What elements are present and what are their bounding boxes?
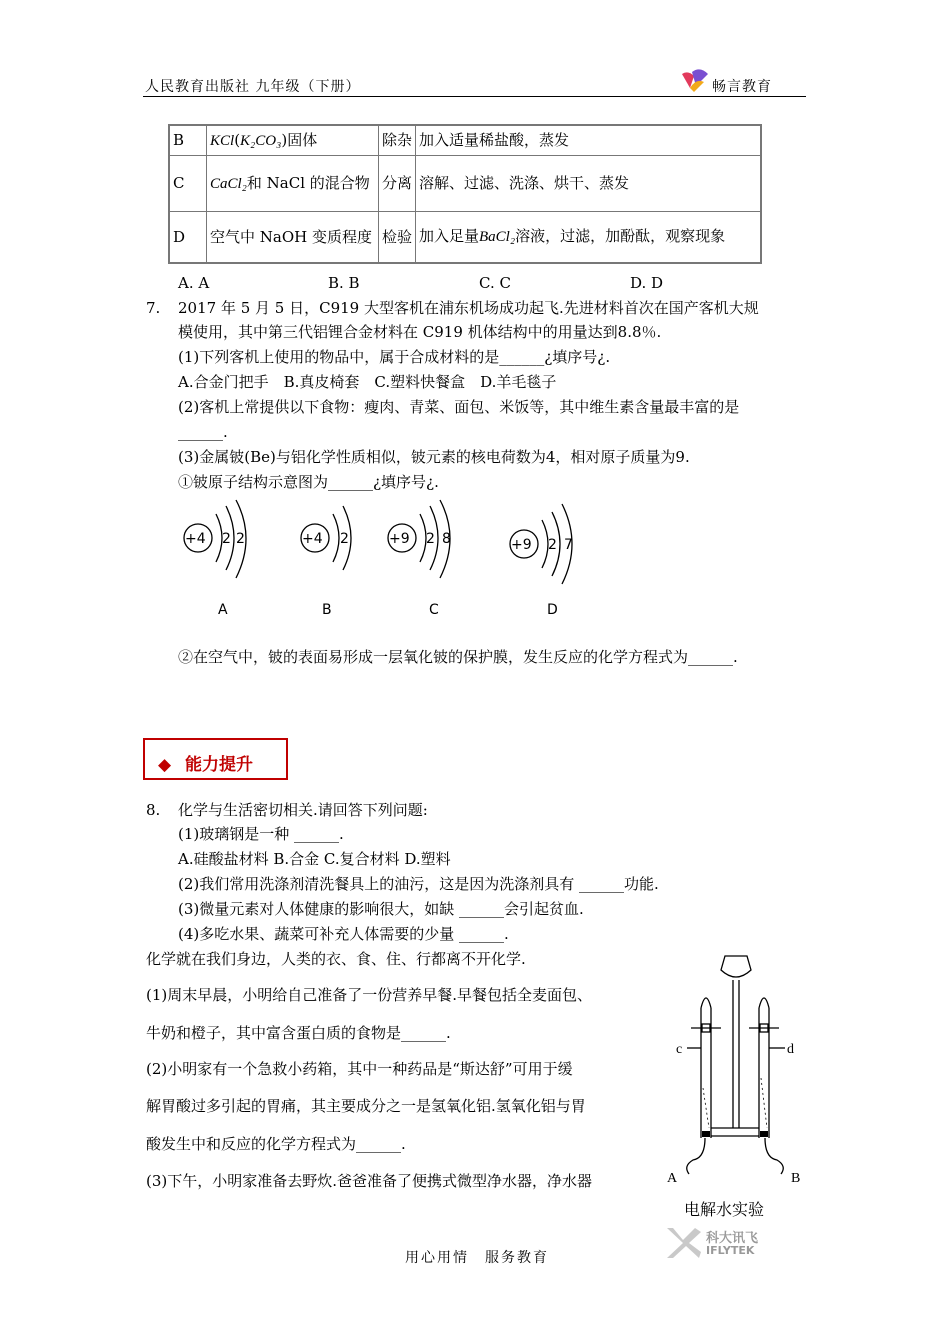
shell-count: 8 bbox=[442, 531, 451, 547]
q8-part4: (4)多吃水果、蔬菜可补充人体需要的少量 ______. bbox=[178, 925, 509, 943]
q8-part3: (3)微量元素对人体健康的影响很大，如缺 ______会引起贫血. bbox=[178, 900, 584, 918]
row-letter: C bbox=[169, 155, 207, 211]
object-paren: K₂CO₃ bbox=[240, 132, 282, 149]
header-publisher: 人民教育出版社 九年级（下册） bbox=[145, 79, 361, 95]
atom-diagrams bbox=[170, 496, 590, 626]
label-d: d bbox=[787, 1042, 794, 1057]
electrolysis-apparatus bbox=[665, 948, 815, 1188]
choice-a: A. A bbox=[178, 274, 210, 292]
q7-stem-line1: 2017 年 5 月 5 日，C919 大型客机在浦东机场成功起飞.先进材料首次在国产客机大规 bbox=[178, 299, 759, 317]
nucleus-label: +9 bbox=[511, 537, 532, 553]
object-suffix: 和 NaCl 的混合物 bbox=[246, 173, 370, 192]
q7-stem-line2: 模使用，其中第三代铝锂合金材料在 C919 机体结构中的用量达到8.8％. bbox=[178, 323, 662, 341]
shell-count: 2 bbox=[236, 531, 245, 547]
q8-stem: 化学与生活密切相关.请回答下列问题: bbox=[178, 801, 428, 819]
funnel-bulb bbox=[721, 956, 751, 977]
object-chem: CaCl₂ bbox=[210, 175, 247, 192]
object-suffix: 固体 bbox=[287, 130, 318, 149]
nucleus-label: +4 bbox=[185, 531, 206, 547]
shell-count: 2 bbox=[426, 531, 435, 547]
diamond-icon: ◆ bbox=[158, 755, 172, 775]
q9-line2: 牛奶和橙子，其中富含蛋白质的食物是______. bbox=[146, 1024, 451, 1042]
q9-line5: 酸发生中和反应的化学方程式为______. bbox=[146, 1135, 406, 1153]
nucleus-label: +4 bbox=[302, 531, 323, 547]
brand-logo-icon bbox=[680, 68, 710, 98]
label-c: c bbox=[676, 1042, 683, 1057]
method-cell: 溶解、过滤、洗涤、烘干、蒸发 bbox=[416, 155, 762, 211]
iflytek-watermark bbox=[663, 1226, 703, 1264]
purpose-cell: 检验 bbox=[379, 211, 416, 263]
q7-part3-sub2: ②在空气中，铍的表面易形成一层氧化铍的保护膜，发生反应的化学方程式为______. bbox=[178, 648, 738, 666]
table-row bbox=[169, 155, 761, 211]
row-letter: B bbox=[169, 125, 207, 155]
shell-count: 2 bbox=[340, 531, 349, 547]
q8-part2: (2)我们常用洗涤剂清洗餐具上的油污，这是因为洗涤剂具有 ______功能. bbox=[178, 875, 659, 893]
purpose-cell: 除杂 bbox=[379, 125, 416, 155]
purpose-cell: 分离 bbox=[379, 155, 416, 211]
diagram-label: C bbox=[429, 602, 439, 618]
shell-count: 7 bbox=[564, 537, 573, 553]
q9-line4: 解胃酸过多引起的胃痛，其主要成分之一是氢氧化铝.氢氧化铝与胃 bbox=[146, 1097, 586, 1115]
label-b: B bbox=[791, 1171, 801, 1186]
diagram-label: A bbox=[218, 602, 228, 618]
footer: 用心用情 服务教育 bbox=[405, 1250, 549, 1266]
wire-b bbox=[765, 1138, 783, 1174]
apparatus-caption: 电解水实验 bbox=[684, 1200, 765, 1219]
q8-number: 8. bbox=[146, 801, 161, 819]
choice-d: D. D bbox=[630, 274, 664, 292]
q7-part2-blank: ______. bbox=[178, 423, 228, 441]
choice-b: B. B bbox=[328, 274, 360, 292]
object-chem: KCl bbox=[210, 132, 235, 149]
method-cell: 加入适量稀盐酸，蒸发 bbox=[416, 125, 762, 155]
q9-line3: (2)小明家有一个急救小药箱，其中一种药品是“斯达舒”可用于缓 bbox=[146, 1060, 573, 1078]
wire-a bbox=[687, 1138, 705, 1174]
method-pre: 加入足量 bbox=[419, 227, 480, 246]
label-a: A bbox=[667, 1171, 678, 1186]
options-table bbox=[168, 124, 762, 264]
q7-number: 7. bbox=[146, 299, 161, 317]
table-row bbox=[169, 211, 761, 263]
table-row: B KCl(K₂CO₃)固体 除杂 加入适量稀盐酸，蒸发 bbox=[169, 125, 761, 155]
row-letter: D bbox=[169, 211, 207, 263]
shell-arc bbox=[333, 514, 339, 562]
choice-c: C. C bbox=[479, 274, 511, 292]
q7-part1: (1)下列客机上使用的物品中，属于合成材料的是______¿填序号¿. bbox=[178, 348, 611, 366]
shell-count: 2 bbox=[222, 531, 231, 547]
header-brand: 畅言教育 bbox=[712, 79, 772, 95]
object-cell: 空气中 NaOH 变质程度 bbox=[207, 211, 379, 263]
q8-part1-options: A.硅酸盐材料 B.合金 C.复合材料 D.塑料 bbox=[178, 850, 451, 868]
method-post: 溶液，过滤，加酚酞，观察现象 bbox=[515, 227, 726, 246]
diagram-label: B bbox=[322, 602, 332, 618]
iflytek-logo-icon bbox=[663, 1226, 703, 1260]
watermark-cn: 科大讯飞 bbox=[706, 1231, 759, 1246]
watermark-en: IFLYTEK bbox=[706, 1244, 755, 1257]
q7-part2: (2)客机上常提供以下食物：瘦肉、青菜、面包、米饭等，其中维生素含量最丰富的是 bbox=[178, 398, 740, 416]
q9-intro: 化学就在我们身边，人类的衣、食、住、行都离不开化学. bbox=[146, 950, 526, 968]
shell-count: 2 bbox=[548, 537, 557, 553]
q9-line6: (3)下午，小明家准备去野炊.爸爸准备了便携式微型净水器，净水器 bbox=[146, 1172, 593, 1190]
section-title: 能力提升 bbox=[185, 755, 253, 775]
q7-part3-sub1: ①铍原子结构示意图为______¿填序号¿. bbox=[178, 473, 439, 491]
nucleus-label: +9 bbox=[389, 531, 410, 547]
q7-part3: (3)金属铍(Be)与铝化学性质相似，铍元素的核电荷数为4，相对原子质量为9. bbox=[178, 448, 690, 466]
q7-part1-options: A.合金门把手 B.真皮椅套 C.塑料快餐盒 D.羊毛毯子 bbox=[178, 373, 557, 391]
method-chem: BaCl₂ bbox=[479, 229, 516, 246]
header-rule bbox=[143, 96, 806, 97]
diagram-label: D bbox=[547, 602, 558, 618]
q8-part1: (1)玻璃钢是一种 ______. bbox=[178, 825, 344, 843]
q9-line1: (1)周末早晨，小明给自己准备了一份营养早餐.早餐包括全麦面包、 bbox=[146, 986, 593, 1004]
